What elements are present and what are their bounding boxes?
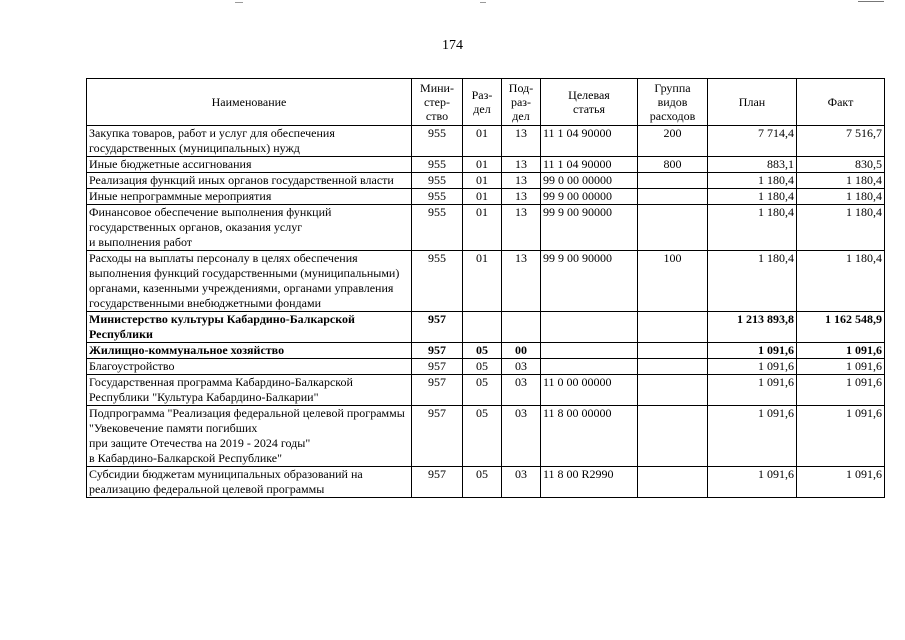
- table-row: [87, 173, 885, 189]
- cell-expense-group: 800: [638, 157, 708, 173]
- cell-ministry: 957: [412, 359, 463, 375]
- cell-target-article: 99 9 00 00000: [541, 189, 638, 205]
- table-body: [87, 126, 885, 498]
- header-subsection: Под- раз- дел: [502, 79, 541, 126]
- cell-expense-group: [638, 189, 708, 205]
- cell-ministry: 957: [412, 406, 463, 467]
- cell-target-article: 11 8 00 R2990: [541, 467, 638, 498]
- cell-ministry: 955: [412, 251, 463, 312]
- cell-section: 01: [463, 189, 502, 205]
- cell-expense-group: [638, 205, 708, 251]
- cell-section: 05: [463, 375, 502, 406]
- cell-name: Иные бюджетные ассигнования: [87, 157, 412, 173]
- cell-fact: 1 091,6: [797, 375, 885, 406]
- cell-target-article: 99 0 00 00000: [541, 173, 638, 189]
- cell-section: 01: [463, 157, 502, 173]
- top-edge-mark: [858, 1, 884, 2]
- cell-expense-group: [638, 467, 708, 498]
- cell-fact: 1 091,6: [797, 467, 885, 498]
- cell-subsection: 00: [502, 343, 541, 359]
- table-row: [87, 251, 885, 312]
- cell-subsection: 13: [502, 189, 541, 205]
- cell-name: Жилищно-коммунальное хозяйство: [87, 343, 412, 359]
- cell-section: 01: [463, 251, 502, 312]
- cell-plan: 1 180,4: [708, 205, 797, 251]
- cell-plan: 1 091,6: [708, 406, 797, 467]
- cell-ministry: 955: [412, 157, 463, 173]
- cell-plan: 883,1: [708, 157, 797, 173]
- cell-plan: 1 091,6: [708, 359, 797, 375]
- cell-subsection: 13: [502, 251, 541, 312]
- page-number: 174: [442, 38, 463, 53]
- cell-section: 01: [463, 205, 502, 251]
- cell-expense-group: [638, 343, 708, 359]
- cell-name: Закупка товаров, работ и услуг для обеспечения государственных (муниципальных) нужд: [87, 126, 412, 157]
- table-row: [87, 375, 885, 406]
- cell-section: 01: [463, 173, 502, 189]
- table-row: [87, 312, 885, 343]
- header-name: Наименование: [87, 79, 412, 126]
- cell-fact: 830,5: [797, 157, 885, 173]
- cell-target-article: [541, 359, 638, 375]
- cell-fact: 1 180,4: [797, 205, 885, 251]
- cell-expense-group: [638, 406, 708, 467]
- table-row: [87, 205, 885, 251]
- cell-name: Подпрограмма "Реализация федеральной целевой программы "Увековечение памяти погибших при защите Отечества на 2019 - 2024 годы" в Кабардино-Балкарской Республике": [87, 406, 412, 467]
- table-row: [87, 467, 885, 498]
- cell-ministry: 955: [412, 189, 463, 205]
- cell-fact: 1 180,4: [797, 251, 885, 312]
- table-row: [87, 406, 885, 467]
- cell-name: Министерство культуры Кабардино-Балкарской Республики: [87, 312, 412, 343]
- cell-fact: 1 091,6: [797, 343, 885, 359]
- table-row: [87, 157, 885, 173]
- cell-target-article: [541, 343, 638, 359]
- cell-target-article: 11 0 00 00000: [541, 375, 638, 406]
- cell-name: Благоустройство: [87, 359, 412, 375]
- cell-plan: 1 180,4: [708, 251, 797, 312]
- cell-name: Иные непрограммные мероприятия: [87, 189, 412, 205]
- cell-subsection: [502, 312, 541, 343]
- cell-plan: 1 091,6: [708, 343, 797, 359]
- cell-section: 05: [463, 467, 502, 498]
- cell-subsection: 03: [502, 375, 541, 406]
- cell-section: 05: [463, 359, 502, 375]
- cell-name: Субсидии бюджетам муниципальных образований на реализацию федеральной целевой программы: [87, 467, 412, 498]
- cell-ministry: 957: [412, 312, 463, 343]
- cell-name: Расходы на выплаты персоналу в целях обеспечения выполнения функций государственными (муниципальными) органами, казенными учреждениями, органами управления государственными внебюджетными фондами: [87, 251, 412, 312]
- table-row: [87, 343, 885, 359]
- cell-expense-group: [638, 359, 708, 375]
- cell-expense-group: 100: [638, 251, 708, 312]
- top-edge-mark: [480, 2, 486, 3]
- cell-subsection: 13: [502, 205, 541, 251]
- cell-subsection: 03: [502, 359, 541, 375]
- cell-subsection: 13: [502, 157, 541, 173]
- cell-fact: 1 180,4: [797, 189, 885, 205]
- budget-table: [86, 78, 885, 498]
- cell-subsection: 13: [502, 173, 541, 189]
- cell-subsection: 03: [502, 467, 541, 498]
- cell-ministry: 955: [412, 126, 463, 157]
- table-row: [87, 189, 885, 205]
- cell-section: 01: [463, 126, 502, 157]
- cell-expense-group: 200: [638, 126, 708, 157]
- cell-target-article: [541, 312, 638, 343]
- table-row: [87, 359, 885, 375]
- cell-ministry: 955: [412, 173, 463, 189]
- cell-section: 05: [463, 343, 502, 359]
- header-fact: Факт: [797, 79, 885, 126]
- cell-plan: 1 213 893,8: [708, 312, 797, 343]
- header-ministry: Мини- стер- ство: [412, 79, 463, 126]
- cell-section: 05: [463, 406, 502, 467]
- cell-fact: 1 091,6: [797, 359, 885, 375]
- cell-target-article: 99 9 00 90000: [541, 251, 638, 312]
- cell-section: [463, 312, 502, 343]
- cell-target-article: 11 8 00 00000: [541, 406, 638, 467]
- table-row: [87, 126, 885, 157]
- cell-target-article: 11 1 04 90000: [541, 126, 638, 157]
- cell-ministry: 957: [412, 467, 463, 498]
- header-expense-group: Группа видов расходов: [638, 79, 708, 126]
- cell-subsection: 13: [502, 126, 541, 157]
- cell-fact: 1 091,6: [797, 406, 885, 467]
- cell-target-article: 99 9 00 90000: [541, 205, 638, 251]
- cell-subsection: 03: [502, 406, 541, 467]
- cell-name: Государственная программа Кабардино-Балкарской Республики "Культура Кабардино-Балкарии": [87, 375, 412, 406]
- cell-target-article: 11 1 04 90000: [541, 157, 638, 173]
- table-header-row: [87, 79, 885, 126]
- header-plan: План: [708, 79, 797, 126]
- cell-expense-group: [638, 173, 708, 189]
- cell-plan: 1 091,6: [708, 467, 797, 498]
- cell-name: Финансовое обеспечение выполнения функций государственных органов, оказания услуг и выполнения работ: [87, 205, 412, 251]
- cell-plan: 7 714,4: [708, 126, 797, 157]
- cell-plan: 1 091,6: [708, 375, 797, 406]
- cell-plan: 1 180,4: [708, 189, 797, 205]
- cell-ministry: 957: [412, 375, 463, 406]
- cell-ministry: 955: [412, 205, 463, 251]
- cell-expense-group: [638, 312, 708, 343]
- header-section: Раз- дел: [463, 79, 502, 126]
- cell-fact: 1 162 548,9: [797, 312, 885, 343]
- cell-expense-group: [638, 375, 708, 406]
- top-edge-mark: [235, 2, 243, 3]
- cell-plan: 1 180,4: [708, 173, 797, 189]
- cell-fact: 7 516,7: [797, 126, 885, 157]
- cell-ministry: 957: [412, 343, 463, 359]
- cell-fact: 1 180,4: [797, 173, 885, 189]
- cell-name: Реализация функций иных органов государственной власти: [87, 173, 412, 189]
- header-target-article: Целевая статья: [541, 79, 638, 126]
